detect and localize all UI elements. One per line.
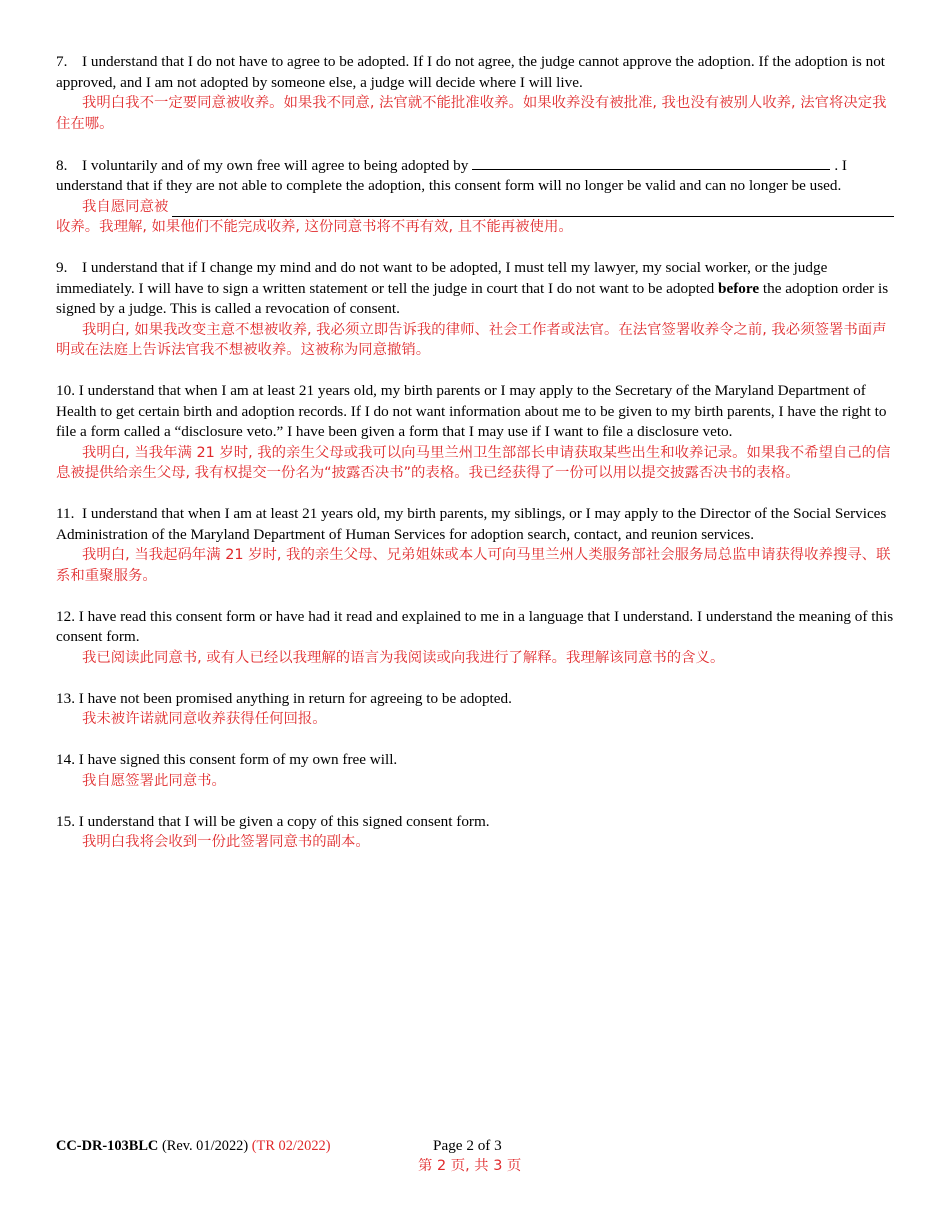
clause-number: 9. bbox=[56, 259, 68, 276]
clause-text-en-before: I voluntarily and of my own free will agree to being adopted by bbox=[82, 156, 469, 174]
clause-7 bbox=[56, 52, 894, 134]
clause-number: 13. bbox=[56, 689, 75, 707]
clause-number: 7. bbox=[56, 53, 68, 70]
clause-12 bbox=[56, 607, 894, 669]
clause-text-zh: 我明白, 当我年满 21 岁时, 我的亲生父母或我可以向马里兰州卫生部部长申请获取某些出生和收养记录。如果我不希望自己的信息被提供给亲生父母, 我有权提交一份名为“披露否决书”的表格。我已经获得了一份可以用以提交披露否决书的表格。 bbox=[56, 444, 891, 481]
clause-text-zh: 我未被许诺就同意收养获得任何回报。 bbox=[82, 711, 327, 727]
page-number-en: Page 2 of 3 bbox=[433, 1137, 502, 1154]
translation-revision: (TR 02/2022) bbox=[251, 1138, 331, 1154]
clause-10 bbox=[56, 381, 894, 484]
form-code: CC-DR-103BLC bbox=[56, 1138, 159, 1154]
clause-14 bbox=[56, 750, 894, 791]
clause-8 bbox=[56, 155, 894, 238]
clause-number: 8. bbox=[56, 156, 68, 174]
page-footer bbox=[56, 1136, 894, 1180]
clause-text-en-after: the adoption order is signed by a judge. This is called a revocation of consent. bbox=[56, 279, 889, 317]
clause-text-en: I have signed this consent form of my own free will. bbox=[78, 751, 398, 768]
form-revision: (Rev. 01/2022) bbox=[161, 1138, 249, 1154]
clause-text-zh: 我明白, 如果我改变主意不想被收养, 我必须立即告诉我的律师、社会工作者或法官。在法官签署收养令之前, 我必须签署书面声明或在法庭上告诉法官我不想被收养。这被称为同意撤销。 bbox=[56, 321, 887, 358]
clause-text-en: I understand that I will be given a copy of this signed consent form. bbox=[78, 812, 490, 830]
clause-number: 14. bbox=[56, 751, 75, 768]
clause-15 bbox=[56, 812, 894, 853]
clause-text-zh: 我明白我不一定要同意被收养。如果我不同意, 法官就不能批准收养。如果收养没有被批准, 我也没有被别人收养, 法官将决定我住在哪。 bbox=[56, 95, 887, 132]
clause-text-en: I understand that I do not have to agree to be adopted. If I do not agree, the judge cannot approve the adoption. If the adoption is not approved, and I am not adopted by someone else, a judge will decide where I will live. bbox=[56, 53, 886, 91]
clause-number: 12. bbox=[56, 607, 75, 625]
clause-text-en: I understand that when I am at least 21 years old, my birth parents, my siblings, or I may apply to the Director of the Social Services Administration of the Maryland Department of Human Services for adoption search, contact, and reunion services. bbox=[56, 505, 887, 543]
clause-9 bbox=[56, 258, 894, 361]
clause-text-en-after: . I understand that if they are not able to complete the adoption, this consent form will no longer be valid and can no longer be used. bbox=[56, 156, 847, 194]
page-number-zh: 第 2 页, 共 3 页 bbox=[418, 1158, 522, 1174]
clause-text-en: I understand that when I am at least 21 years old, my birth parents or I may apply to the Secretary of the Maryland Department of Health to get certain birth and adoption records. If I do not want information about me to be given to my birth parents, I have the right to file a form called a “disclosure veto.” I have been given a form that I may use if I want to file a disclosure veto. bbox=[56, 382, 887, 440]
clause-text-en-before: I understand that if I change my mind and do not want to be adopted, I must tell my lawyer, my social worker, or the judge immediately. I will have to sign a written statement or tell the judge in court that I do not want to be adopted bbox=[56, 259, 828, 297]
clause-13 bbox=[56, 689, 894, 730]
clause-text-zh: 我已阅读此同意书, 或有人已经以我理解的语言为我阅读或向我进行了解释。我理解该同意书的含义。 bbox=[82, 649, 725, 666]
clause-text-en: I have not been promised anything in return for agreeing to be adopted. bbox=[78, 689, 512, 707]
clause-text-zh: 我自愿签署此同意书。 bbox=[82, 772, 226, 789]
clause-text-zh: 我明白我将会收到一份此签署同意书的副本。 bbox=[82, 834, 370, 850]
clause-number: 11. bbox=[56, 505, 75, 522]
clause-11 bbox=[56, 504, 894, 586]
clause-number: 15. bbox=[56, 812, 75, 830]
clause-text-en-bold: before bbox=[718, 279, 760, 297]
form-identifier bbox=[56, 1136, 331, 1157]
adoptive-parent-name-field[interactable] bbox=[472, 155, 830, 170]
clause-text-zh-before: 我自愿同意被 bbox=[82, 198, 169, 215]
adoptive-parent-name-field-zh[interactable] bbox=[172, 202, 894, 217]
clause-text-en: I have read this consent form or have had it read and explained to me in a language that I understand. I understand the meaning of this consent form. bbox=[56, 607, 894, 645]
clause-text-zh: 我明白, 当我起码年满 21 岁时, 我的亲生父母、兄弟姐妹或本人可向马里兰州人类服务部社会服务局总监申请获得收养搜寻、联系和重聚服务。 bbox=[56, 547, 891, 584]
document-body bbox=[56, 52, 894, 873]
clause-text-zh-after: 收养。我理解, 如果他们不能完成收养, 这份同意书将不再有效, 且不能再被使用。 bbox=[56, 219, 573, 235]
clause-number: 10. bbox=[56, 382, 75, 399]
